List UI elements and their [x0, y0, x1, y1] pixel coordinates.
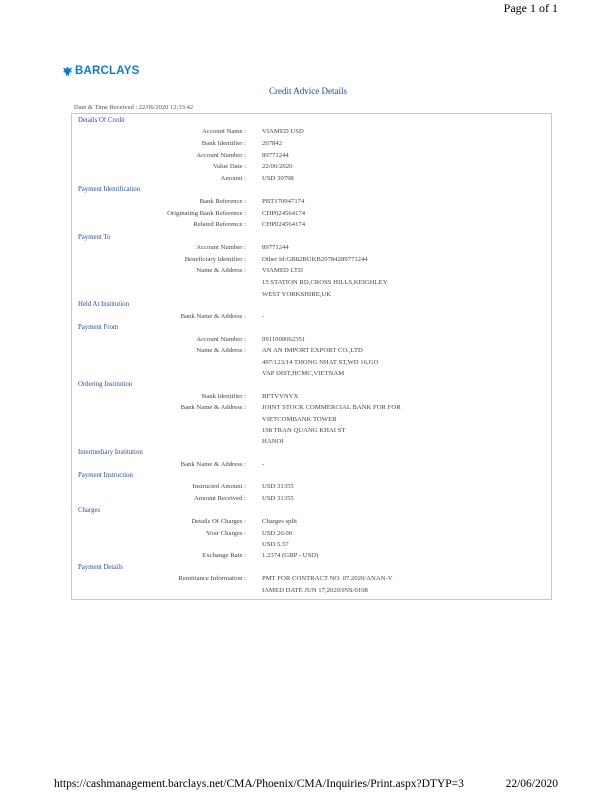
payer-account-number-value: 0911000062351: [262, 336, 306, 343]
received-timestamp: Date & Time Received : 22/06/2020 12:33:42: [74, 104, 194, 111]
details-of-charges-value: Charges split: [262, 518, 297, 525]
beneficiary-identifier-label: Beneficiary Identifier :: [184, 256, 246, 263]
section-payment-from: Payment From: [78, 324, 119, 331]
remittance-information-line: PMT FOR CONTRACT NO. 07.2020/ANAN-V: [262, 575, 393, 582]
payer-name-address-line: VAP DIST,HCMC,VIETNAM: [262, 370, 345, 377]
section-payment-to: Payment To: [78, 234, 111, 241]
eagle-icon: [62, 66, 73, 77]
amount-received-value: USD 31355: [262, 495, 294, 502]
remittance-information-label: Remittance Information :: [178, 575, 246, 582]
originating-bank-reference-value: CHP024564174: [262, 210, 306, 217]
section-payment-instruction: Payment Instruction: [78, 472, 133, 479]
account-name-value: VIAMED USD: [262, 128, 304, 135]
your-charges-line: USD 5.57: [262, 541, 289, 548]
bank-reference-label: Bank Reference :: [199, 198, 246, 205]
ordering-bank-identifier-value: BFTVVNVX: [262, 393, 299, 400]
print-date: 22/06/2020: [505, 778, 558, 790]
section-details-of-credit: Details Of Credit: [78, 117, 125, 124]
ordering-bank-address-line: VIETCOMBANK TOWER: [262, 416, 337, 423]
payee-account-number-label: Account Number :: [196, 244, 246, 251]
account-number-value: 89771244: [262, 152, 289, 159]
section-ordering-institution: Ordering Institution: [78, 381, 133, 388]
held-bank-name-address-label: Bank Name & Address :: [180, 313, 246, 320]
barclays-logo: [62, 65, 139, 77]
ordering-bank-address-line: JOINT STOCK COMMERCIAL BANK FOR FOR: [262, 404, 401, 411]
bank-identifier-label: Bank Identifier :: [201, 140, 246, 147]
brand-name: BARCLAYS: [75, 65, 140, 77]
originating-bank-reference-label: Originating Bank Reference :: [167, 210, 246, 217]
intermediary-bank-name-address-value: -: [262, 461, 265, 468]
payee-name-address-line: WEST YORKSHIRE,UK: [262, 291, 332, 298]
ordering-bank-identifier-label: Bank Identifier :: [201, 393, 246, 400]
payer-name-address-line: AN AN IMPORT EXPORT CO.,LTD: [262, 347, 363, 354]
related-reference-label: Related Reference :: [193, 221, 246, 228]
payee-name-address-line: 15 STATION RD,CROSS HILLS,KEIGHLEY: [262, 279, 388, 286]
value-date-label: Value Date :: [212, 163, 246, 170]
payee-account-number-value: 89771244: [262, 244, 289, 251]
account-number-label: Account Number :: [196, 152, 246, 159]
amount-value: USD 30798: [262, 175, 294, 182]
payee-name-address-label: Name & Address :: [196, 267, 246, 274]
payee-name-address-line: VIAMED LTD: [262, 267, 303, 274]
value-date-value: 22/06/2020: [262, 163, 293, 170]
details-of-charges-label: Details Of Charges :: [191, 518, 246, 525]
payer-name-address-line: 497/123/14 THONG NHAT ST,WD 16,GO: [262, 359, 379, 366]
bank-identifier-value: 207842: [262, 140, 283, 147]
amount-label: Amount :: [220, 175, 246, 182]
payer-name-address-label: Name & Address :: [196, 347, 246, 354]
page-title: Credit Advice Details: [269, 86, 347, 96]
your-charges-label: Your Charges :: [205, 530, 246, 537]
amount-received-label: Amount Received :: [193, 495, 246, 502]
exchange-rate-value: 1.2374 (GBP - USD): [262, 552, 319, 559]
beneficiary-identifier-value: Other Id:GB82BUKB20784289771244: [262, 256, 368, 263]
section-intermediary-institution: Intermediary Institution: [78, 449, 143, 456]
instructed-amount-label: Instructed Amount :: [192, 483, 246, 490]
section-held-at-institution: Held At Institution: [78, 301, 129, 308]
ordering-bank-address-line: 198 TRAN QUANG KHAI ST: [262, 427, 346, 434]
details-frame: [71, 113, 552, 600]
related-reference-value: CHP024564174: [262, 221, 306, 228]
print-url: https://cashmanagement.barclays.net/CMA/Phoenix/CMA/Inquiries/Print.aspx?DTYP=3: [54, 778, 464, 790]
ordering-bank-name-address-label: Bank Name & Address :: [180, 404, 246, 411]
remittance-information-line: IAMED DATE JUN 17,2020/INS/0108: [262, 587, 368, 594]
instructed-amount-value: USD 31355: [262, 483, 294, 490]
section-payment-details: Payment Details: [78, 564, 123, 571]
section-charges: Charges: [78, 507, 101, 514]
account-name-label: Account Name :: [202, 128, 246, 135]
exchange-rate-label: Exchange Rate :: [202, 552, 246, 559]
intermediary-bank-name-address-label: Bank Name & Address :: [180, 461, 246, 468]
payer-account-number-label: Account Number :: [196, 336, 246, 343]
ordering-bank-address-line: HANOI: [262, 438, 284, 445]
your-charges-line: USD 20.00: [262, 530, 293, 537]
bank-reference-value: PBT170947174: [262, 198, 305, 205]
held-bank-name-address-value: -: [262, 313, 265, 320]
page-indicator: Page 1 of 1: [503, 1, 558, 15]
section-payment-identification: Payment Identification: [78, 186, 141, 193]
